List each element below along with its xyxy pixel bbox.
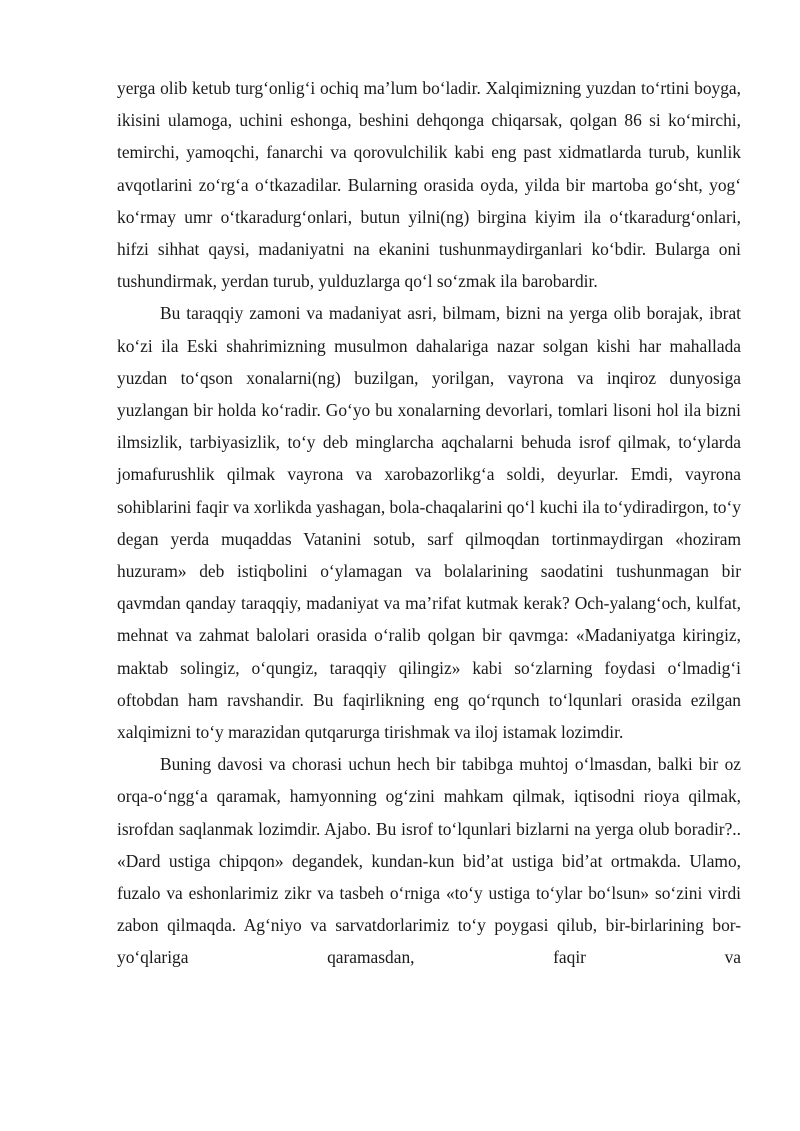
document-page bbox=[117, 72, 741, 974]
paragraph-1: yerga olib ketub turg‘onlig‘i ochiq ma’lum bo‘ladir. Xalqimizning yuzdan to‘rtini boyga, ikisini ulamoga, uchini eshonga, beshini dehqonga chiqarsak, qolgan 86 si ko‘mirchi, temirchi, yamoqchi, fanarchi va qorovulchilik kabi eng past xidmatlarda turub, kunlik avqotlarini zo‘rg‘a o‘tkazadilar. Bularning orasida oyda, yilda bir martoba go‘sht, yog‘ ko‘rmay umr o‘tkaradurg‘onlari, butun yilni(ng) birgina kiyim ila o‘tkaradurg‘onlari, hifzi sihhat qaysi, madaniyatni na ekanini tushunmaydirganlari ko‘bdir. Bularga oni tushundirmak, yerdan turub, yulduzlarga qo‘l so‘zmak ila barobardir. bbox=[117, 78, 741, 292]
paragraph-3: Buning davosi va chorasi uchun hech bir tabibga muhtoj o‘lmasdan, balki bir oz orqa-o‘ngg‘a qaramak, hamyonning og‘zini mahkam qilmak, iqtisodni rioya qilmak, isrofdan saqlanmak lozimdir. Ajabo. Bu isrof to‘lqunlari bizlarni na yerga olub boradir?.. «Dard ustiga chipqon» degandek, kundan-kun bid’at ustiga bid’at ortmakda. Ulamo, fuzalo va eshonlarimiz zikr va tasbeh o‘rniga «to‘y ustiga to‘ylar bo‘lsun» so‘zini virdi zabon qilmaqda. Ag‘niyo va sarvatdorlarimiz to‘y poygasi qilub, bir-birlarining bor-yo‘qlariga qaramasdan, faqir va bbox=[117, 754, 741, 968]
paragraph-2: Bu taraqqiy zamoni va madaniyat asri, bilmam, bizni na yerga olib borajak, ibrat ko‘zi ila Eski shahrimizning musulmon dahalariga nazar solgan kishi har mahallada yuzdan to‘qson xonalarni(ng) buzilgan, yorilgan, vayrona va inqiroz dunyosiga yuzlangan bir holda ko‘radir. Go‘yo bu xonalarning devorlari, tomlari lisoni hol ila bizni ilmsizlik, tarbiyasizlik, to‘y deb minglarcha aqchalarni behuda isrof qilmak, to‘ylarda jomafurushlik qilmak vayrona va xarobazorlikg‘a soldi, deyurlar. Emdi, vayrona sohiblarini faqir va xorlikda yashagan, bola-chaqalarini qo‘l kuchi ila to‘ydiradirgon, to‘y degan yerda muqaddas Vatanini sotub, sarf qilmoqdan tortinmaydirgan «hoziram huzuram» deb istiqbolini o‘ylamagan va bolalarining saodatini tushunmagan bir qavmdan qanday taraqqiy, madaniyat va ma’rifat kutmak kerak? Och-yalang‘och, kulfat, mehnat va zahmat balolari orasida o‘ralib qolgan bir qavmga: «Madaniyatga kiringiz, maktab solingiz, o‘qungiz, taraqqiy qilingiz» kabi so‘zlarning foydasi o‘lmadig‘i oftobdan ham ravshandir. Bu faqirlikning eng qo‘rqunch to‘lqunlari orasida ezilgan xalqimizni to‘y marazidan qutqarurga tirishmak va iloj istamak lozimdir. bbox=[117, 303, 741, 743]
